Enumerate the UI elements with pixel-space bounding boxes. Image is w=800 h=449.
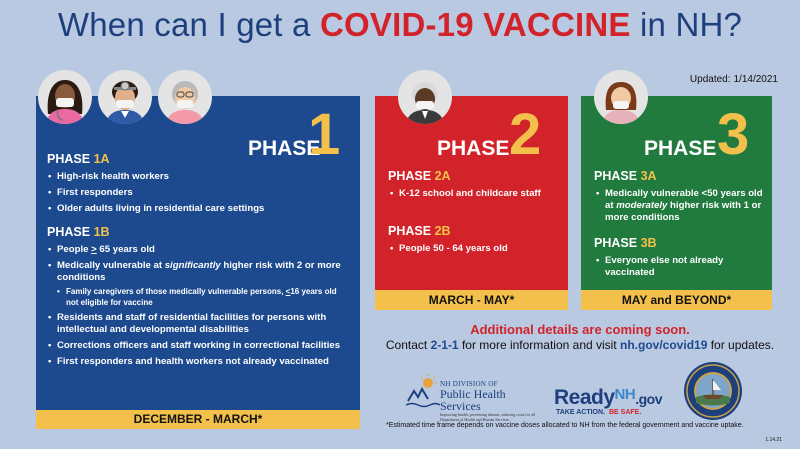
list-item: • Residents and staff of residential facilities for persons with intellectual and developmental disabilities xyxy=(48,312,348,336)
phase-2b-num: 2B xyxy=(434,224,451,238)
elderly-man-icon xyxy=(398,70,452,124)
phase-1b-label: PHASE xyxy=(47,225,91,239)
dhhs-line-3: Improving health, preventing disease, reducing costs for all xyxy=(440,412,535,417)
item-symbol: < xyxy=(285,287,291,296)
list-item: • People 50 - 64 years old xyxy=(390,243,560,255)
doctor-woman-icon xyxy=(38,70,92,124)
updated-label: Updated: xyxy=(689,74,731,85)
item-text: 65 years old xyxy=(96,244,155,255)
ready-nh: NH xyxy=(614,386,636,403)
title-highlight: COVID-19 VACCINE xyxy=(319,6,631,43)
list-item: • Older adults living in residential care settings xyxy=(48,203,348,215)
dhhs-line-4: Department of Health and Human Services xyxy=(440,417,509,422)
item-symbol: > xyxy=(91,244,97,255)
list-item xyxy=(48,244,348,256)
item-emphasis: moderately xyxy=(616,200,668,211)
list-item: • First responders xyxy=(48,187,348,199)
contact-line xyxy=(360,338,800,352)
list-item: • Everyone else not already vaccinated xyxy=(596,255,764,279)
list-item: • Corrections officers and staff working in correctional facilities xyxy=(48,340,348,352)
title-pre: When can I get a xyxy=(57,6,320,43)
document-code: 1.14.21 xyxy=(765,437,782,443)
title-post: in NH? xyxy=(630,6,743,43)
young-woman-icon xyxy=(594,70,648,124)
phase-3a-num: 3A xyxy=(640,169,657,183)
phase-2b-heading xyxy=(388,224,451,238)
readynh-tagline xyxy=(556,409,641,416)
phase-3-timeframe: MAY and BEYOND* xyxy=(581,290,772,310)
contact-mid: for more information and visit xyxy=(458,338,621,352)
phase-1a-heading xyxy=(47,152,110,166)
phase-3a-list xyxy=(596,188,764,228)
doctor-headlamp-icon xyxy=(98,70,152,124)
dhhs-text xyxy=(440,380,542,422)
phase-2a-heading xyxy=(388,169,451,183)
list-item xyxy=(48,260,348,284)
nh-dhhs-logo xyxy=(406,373,542,422)
contact-post: for updates. xyxy=(707,338,775,352)
phase-1a-num: 1A xyxy=(93,152,110,166)
phase-1-timeframe: DECEMBER - MARCH* xyxy=(36,410,360,429)
phone-number: 2-1-1 xyxy=(430,338,459,352)
phase-3-word: PHASE xyxy=(644,137,717,160)
phase-2b-label: PHASE xyxy=(388,224,432,238)
list-item: • K-12 school and childcare staff xyxy=(390,188,555,200)
phase-1a-label: PHASE xyxy=(47,152,91,166)
updated-date xyxy=(690,74,778,85)
list-item: • First responders and health workers not already vaccinated xyxy=(48,356,348,368)
phase-1b-num: 1B xyxy=(93,225,110,239)
item-text: People xyxy=(57,244,92,255)
dhhs-line-2: Public Health Services xyxy=(440,387,506,413)
estimate-footnote: *Estimated time frame depends on vaccine doses allocated to NH from the federal government and vaccine uptake. xyxy=(386,422,744,429)
phase-3-card xyxy=(581,96,772,310)
phase-1-word: PHASE xyxy=(248,137,321,160)
phase-2a-list xyxy=(390,188,555,204)
phase-1-number: 1 xyxy=(308,102,341,167)
phase-1-card xyxy=(36,96,360,429)
elderly-woman-icon xyxy=(158,70,212,124)
dhhs-line-1: NH DIVISION OF xyxy=(440,380,498,388)
item-text: Medically vulnerable <50 years old at xyxy=(605,188,763,211)
readynh-logo xyxy=(554,386,670,420)
ready-take-action: TAKE ACTION. xyxy=(556,409,605,416)
phase-3b-num: 3B xyxy=(640,236,657,250)
phase-2a-label: PHASE xyxy=(388,169,432,183)
phase-2-timeframe: MARCH - MAY* xyxy=(375,290,568,310)
updated-value: 1/14/2021 xyxy=(733,74,778,85)
phase-2-number: 2 xyxy=(509,102,542,167)
list-subitem xyxy=(48,286,348,308)
phase-3b-list xyxy=(596,255,764,283)
contact-pre: Contact xyxy=(385,338,431,352)
item-text: Family caregivers of those medically vulnerable persons, xyxy=(66,287,286,296)
website-link[interactable]: nh.gov/covid19 xyxy=(620,338,708,352)
phase-2-word: PHASE xyxy=(437,137,510,160)
readynh-wordmark xyxy=(554,386,662,410)
phase-1a-list xyxy=(48,171,348,219)
list-item xyxy=(596,188,764,224)
nh-state-seal xyxy=(683,361,743,421)
phase-3b-label: PHASE xyxy=(594,236,638,250)
ready-word: Ready xyxy=(554,386,615,409)
phase-3a-heading xyxy=(594,169,657,183)
phase-3-number: 3 xyxy=(717,102,750,167)
item-text: higher risk with 1 or more conditions xyxy=(605,200,762,223)
item-text: 16 years old not eligible for vaccine xyxy=(66,287,337,307)
item-emphasis: significantly xyxy=(164,260,221,271)
phase-3a-label: PHASE xyxy=(594,169,638,183)
page-title xyxy=(0,6,800,44)
phase-1b-heading xyxy=(47,225,110,239)
phase-3b-heading xyxy=(594,236,657,250)
item-text: Medically vulnerable at xyxy=(57,260,165,271)
additional-details-text: Additional details are coming soon. xyxy=(470,322,690,337)
list-item: • High-risk health workers xyxy=(48,171,348,183)
ready-gov: .gov xyxy=(635,391,662,407)
ready-be-safe: BE SAFE. xyxy=(609,409,642,416)
phase-1b-list xyxy=(48,244,348,372)
phase-2a-num: 2A xyxy=(434,169,451,183)
phase-2b-list xyxy=(390,243,560,259)
phase-2-card xyxy=(375,96,568,310)
item-text: higher risk with 2 or more conditions xyxy=(57,260,341,283)
